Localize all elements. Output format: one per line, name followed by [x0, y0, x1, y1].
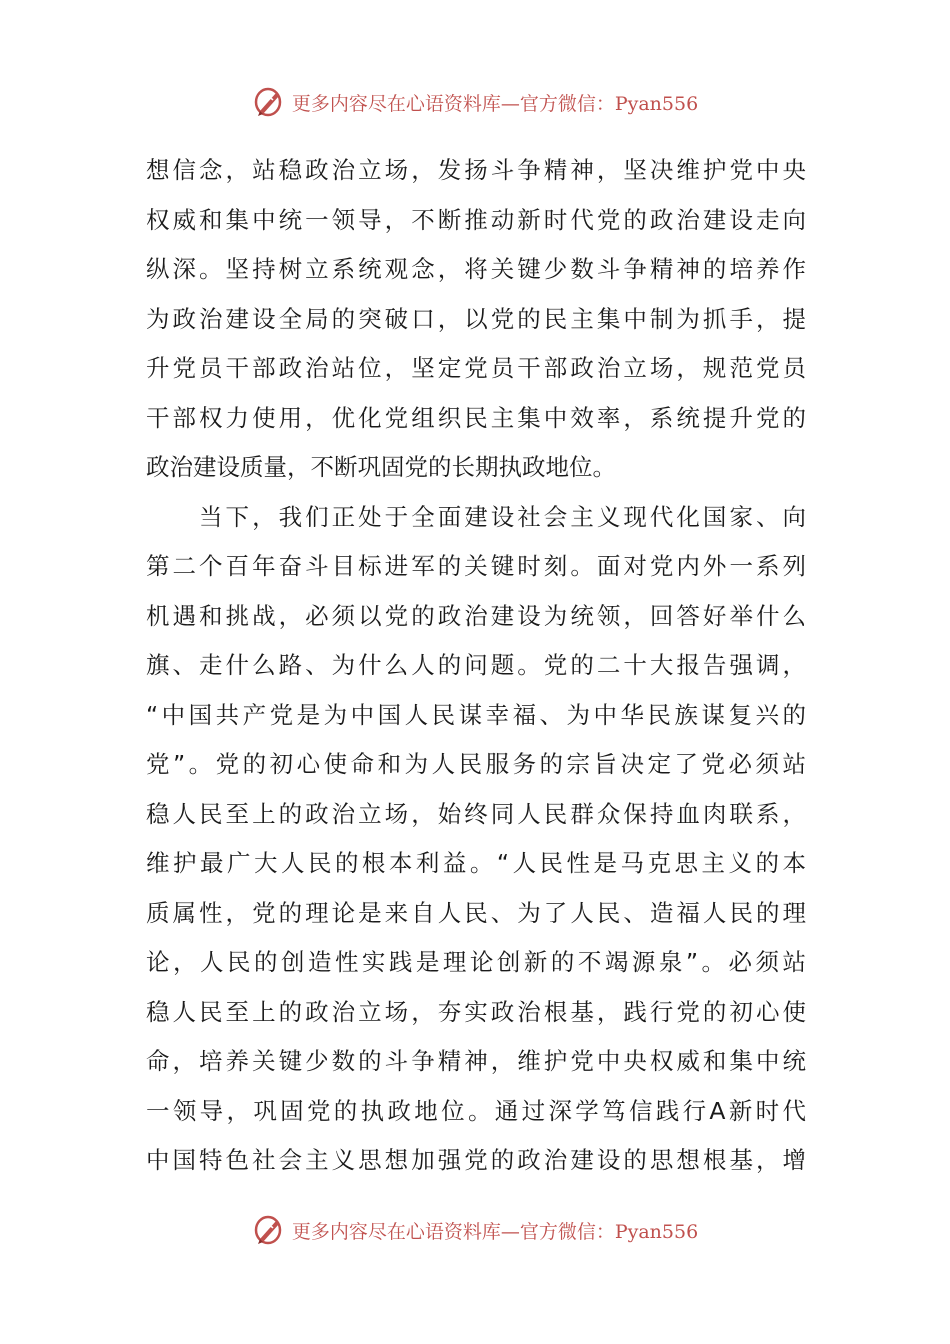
text-line: 维护最广大人民的根本利益。“人民性是马克思主义的本 [146, 849, 806, 877]
header-banner [0, 82, 950, 122]
text-line: 命，培养关键少数的斗争精神，维护党中央权威和集中统 [146, 1047, 806, 1075]
pen-logo-icon [252, 1213, 286, 1247]
pen-logo-icon [252, 85, 286, 119]
text-line: 中国特色社会主义思想加强党的政治建设的思想根基，增 [146, 1146, 806, 1174]
text-line: 机遇和挑战，必须以党的政治建设为统领，回答好举什么 [146, 601, 806, 630]
text-line: 质属性，党的理论是来自人民、为了人民、造福人民的理 [146, 898, 806, 927]
text-line: 旗、走什么路、为什么人的问题。党的二十大报告强调， [146, 651, 806, 679]
text-line: 稳人民至上的政治立场，始终同人民群众保持血肉联系， [146, 799, 806, 828]
text-line: 稳人民至上的政治立场，夯实政治根基，践行党的初心使 [146, 997, 806, 1026]
text-line: 一领导，巩固党的执政地位。通过深学笃信践行A新时代 [146, 1096, 806, 1125]
text-line: 为政治建设全局的突破口，以党的民主集中制为抓手，提 [146, 304, 806, 333]
text-line: 想信念，站稳政治立场，发扬斗争精神，坚决维护党中央 [146, 156, 806, 184]
text-line: 当下，我们正处于全面建设社会主义现代化国家、向 [146, 502, 806, 531]
footer-banner [0, 1210, 950, 1250]
text-line: 论，人民的创造性实践是理论创新的不竭源泉”。必须站 [146, 948, 806, 976]
text-line: 干部权力使用，优化党组织民主集中效率，系统提升党的 [146, 403, 806, 432]
text-line: 权威和集中统一领导，不断推动新时代党的政治建设走向 [146, 205, 806, 234]
footer-banner-text: 更多内容尽在心语资料库—官方微信：Pyan556 [291, 1220, 699, 1243]
text-line: 纵深。坚持树立系统观念，将关键少数斗争精神的培养作 [146, 255, 806, 283]
header-banner-text: 更多内容尽在心语资料库—官方微信：Pyan556 [291, 92, 699, 115]
text-line: 党”。党的初心使命和为人民服务的宗旨决定了党必须站 [146, 750, 806, 778]
text-line: 政治建设质量，不断巩固党的长期执政地位。 [146, 453, 616, 481]
text-line: 升党员干部政治站位，坚定党员干部政治立场，规范党员 [146, 354, 806, 382]
body-text [146, 146, 806, 1186]
text-line: “中国共产党是为中国人民谋幸福、为中华民族谋复兴的 [146, 700, 806, 729]
text-line: 第二个百年奋斗目标进军的关键时刻。面对党内外一系列 [146, 552, 806, 580]
